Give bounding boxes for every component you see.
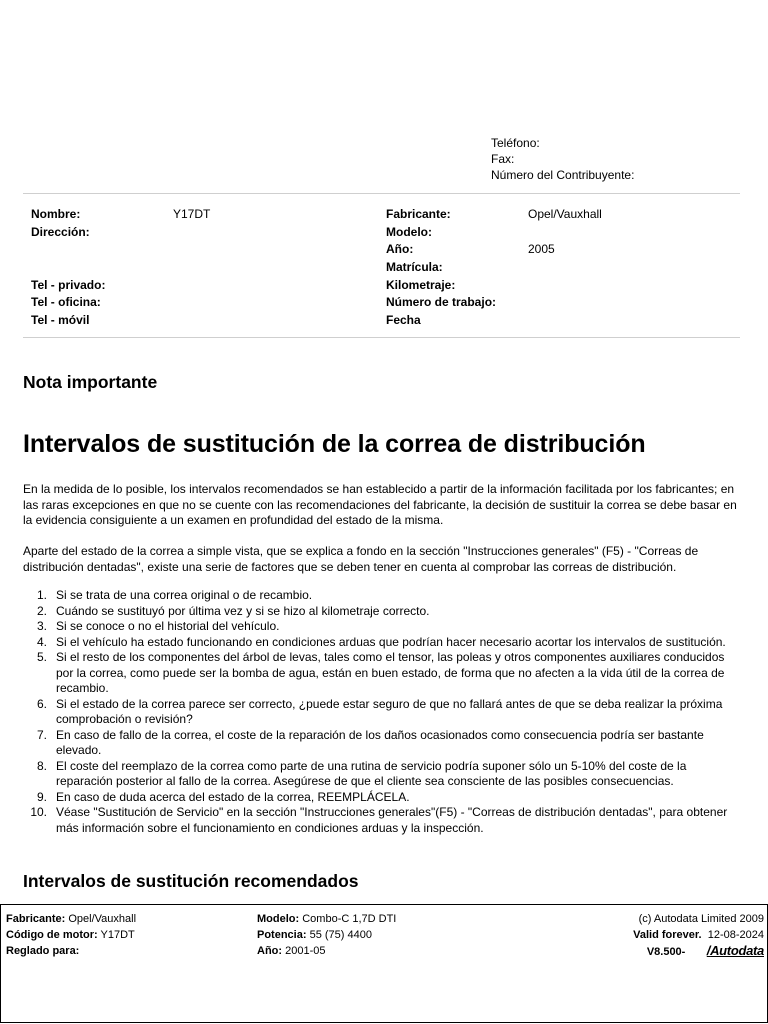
paragraph-1: En la medida de lo posible, los intervalos recomendados se han establecido a partir de la información facilitada por los fabricantes; en las raras excepciones en que no se cuente con las recomendaciones del fabricante, la decisión de sustituir la correa se debe basar en la evidencia consiguiente a un examen en profundidad del estado de la misma.: [23, 482, 737, 527]
footer-valid-date: 12-08-2024: [707, 929, 764, 941]
intro-paragraph: [23, 482, 743, 529]
list-item: 6. Si el estado de la correa parece ser correcto, ¿puede estar seguro de que no fallará antes de que se deba realizar la próxima comprobación o revisión?: [36, 696, 723, 726]
footer-valid-label: Valid forever.: [633, 929, 702, 941]
autodata-logo: /Autodata: [706, 943, 764, 958]
footer-model-label: Modelo:: [257, 913, 300, 925]
tel-private-label: Tel - privado:: [31, 277, 106, 292]
mileage-label: Kilometraje:: [386, 277, 456, 292]
year-value: 2005: [528, 242, 555, 257]
note-heading: Nota importante: [23, 372, 158, 392]
footer-power-value: 55 (75) 4400: [309, 929, 372, 941]
divider-top: [23, 193, 740, 194]
footer-year-label: Año:: [257, 945, 283, 957]
list-item: 4. Si el vehículo ha estado funcionando en condiciones arduas que podrían hacer necesario acortar los intervalos de sustitución.: [36, 634, 726, 649]
footer-manufacturer-value: Opel/Vauxhall: [68, 913, 137, 925]
factors-list: [23, 588, 743, 836]
footer-power-label: Potencia:: [257, 929, 307, 941]
date-label: Fecha: [386, 313, 421, 328]
footer-copyright: (c) Autodata Limited 2009: [638, 913, 764, 925]
footer-col-right: [633, 911, 764, 959]
footer-tuned-label: Reglado para:: [6, 945, 80, 957]
plate-label: Matrícula:: [386, 260, 443, 275]
year-label: Año:: [386, 242, 414, 257]
footer-col-left: [6, 911, 136, 959]
list-item: 7. En caso de fallo de la correa, el coste de la reparación de los daños ocasionados como consecuencia podría ser bastante elevado.: [36, 727, 704, 757]
name-value: Y17DT: [173, 207, 211, 221]
divider-middle: [23, 337, 740, 338]
footer-year-value: 2001-05: [285, 945, 326, 957]
factors-paragraph: [23, 544, 743, 575]
manufacturer-value: Opel/Vauxhall: [528, 207, 602, 221]
footer-version: V8.500-: [646, 946, 686, 958]
main-heading: Intervalos de sustitución de la correa de distribución: [23, 430, 646, 458]
list-item: 8. El coste del reemplazo de la correa como parte de una rutina de servicio podría suponer sólo un 5-10% del coste de la reparación posterior al fallo de la correa. Asegúrese de que el cliente sea consciente de las posibles consecuencias.: [36, 758, 687, 788]
model-label: Modelo:: [386, 224, 432, 239]
vehicle-labels: [386, 206, 496, 330]
footer-engine-value: Y17DT: [100, 929, 135, 941]
address-label: Dirección:: [31, 224, 90, 239]
recommended-intervals-heading: Intervalos de sustitución recomendados: [23, 871, 359, 891]
list-item: 9. En caso de duda acerca del estado de la correa, REEMPLÁCELA.: [36, 789, 410, 804]
footer-manufacturer-label: Fabricante:: [6, 913, 66, 925]
list-item: 10. Véase "Sustitución de Servicio" en la sección "Instrucciones generales"(F5) - "Correas de distribución dentadas", para obtener más información sobre el funcionamiento en condiciones arduas y la inspección.: [30, 805, 728, 835]
name-label: Nombre:: [31, 207, 81, 221]
footer-box: [0, 904, 768, 1023]
list-item: 1. Si se trata de una correa original o de recambio.: [36, 588, 313, 602]
tax-number-label: Número del Contribuyente:: [491, 168, 635, 182]
footer-engine-label: Código de motor:: [6, 929, 98, 941]
phone-label: Teléfono:: [491, 136, 540, 150]
tel-office-label: Tel - oficina:: [31, 295, 101, 310]
fax-label: Fax:: [491, 152, 515, 166]
customer-labels: [31, 206, 105, 330]
list-item: 2. Cuándo se sustituyó por última vez y si se hizo al kilometraje correcto.: [36, 603, 430, 618]
customer-values: [173, 206, 210, 224]
list-item: 5. Si el resto de los componentes del árbol de levas, tales como el tensor, las poleas y otros componentes auxiliares conducidos por la correa, como puede ser la bomba de agua, están en buen estado, de forma que no afecten a la vida útil de la correa de recambio.: [36, 650, 725, 695]
job-number-label: Número de trabajo:: [386, 295, 497, 310]
paragraph-2: Aparte del estado de la correa a simple vista, que se explica a fondo en la sección "Instrucciones generales" (F5) - "Correas de distribución dentadas", existe una serie de factores que se deben tener en cuenta al comprobar las correas de distribución.: [23, 544, 699, 574]
manufacturer-label: Fabricante:: [386, 207, 451, 221]
footer-model-value: Combo-C 1,7D DTI: [302, 913, 397, 925]
vehicle-values: [528, 206, 602, 259]
list-item: 3. Si se conoce o no el historial del vehículo.: [36, 619, 280, 633]
contact-block: [491, 135, 634, 183]
tel-mobile-label: Tel - móvil: [31, 313, 90, 328]
footer-col-middle: [257, 911, 396, 959]
